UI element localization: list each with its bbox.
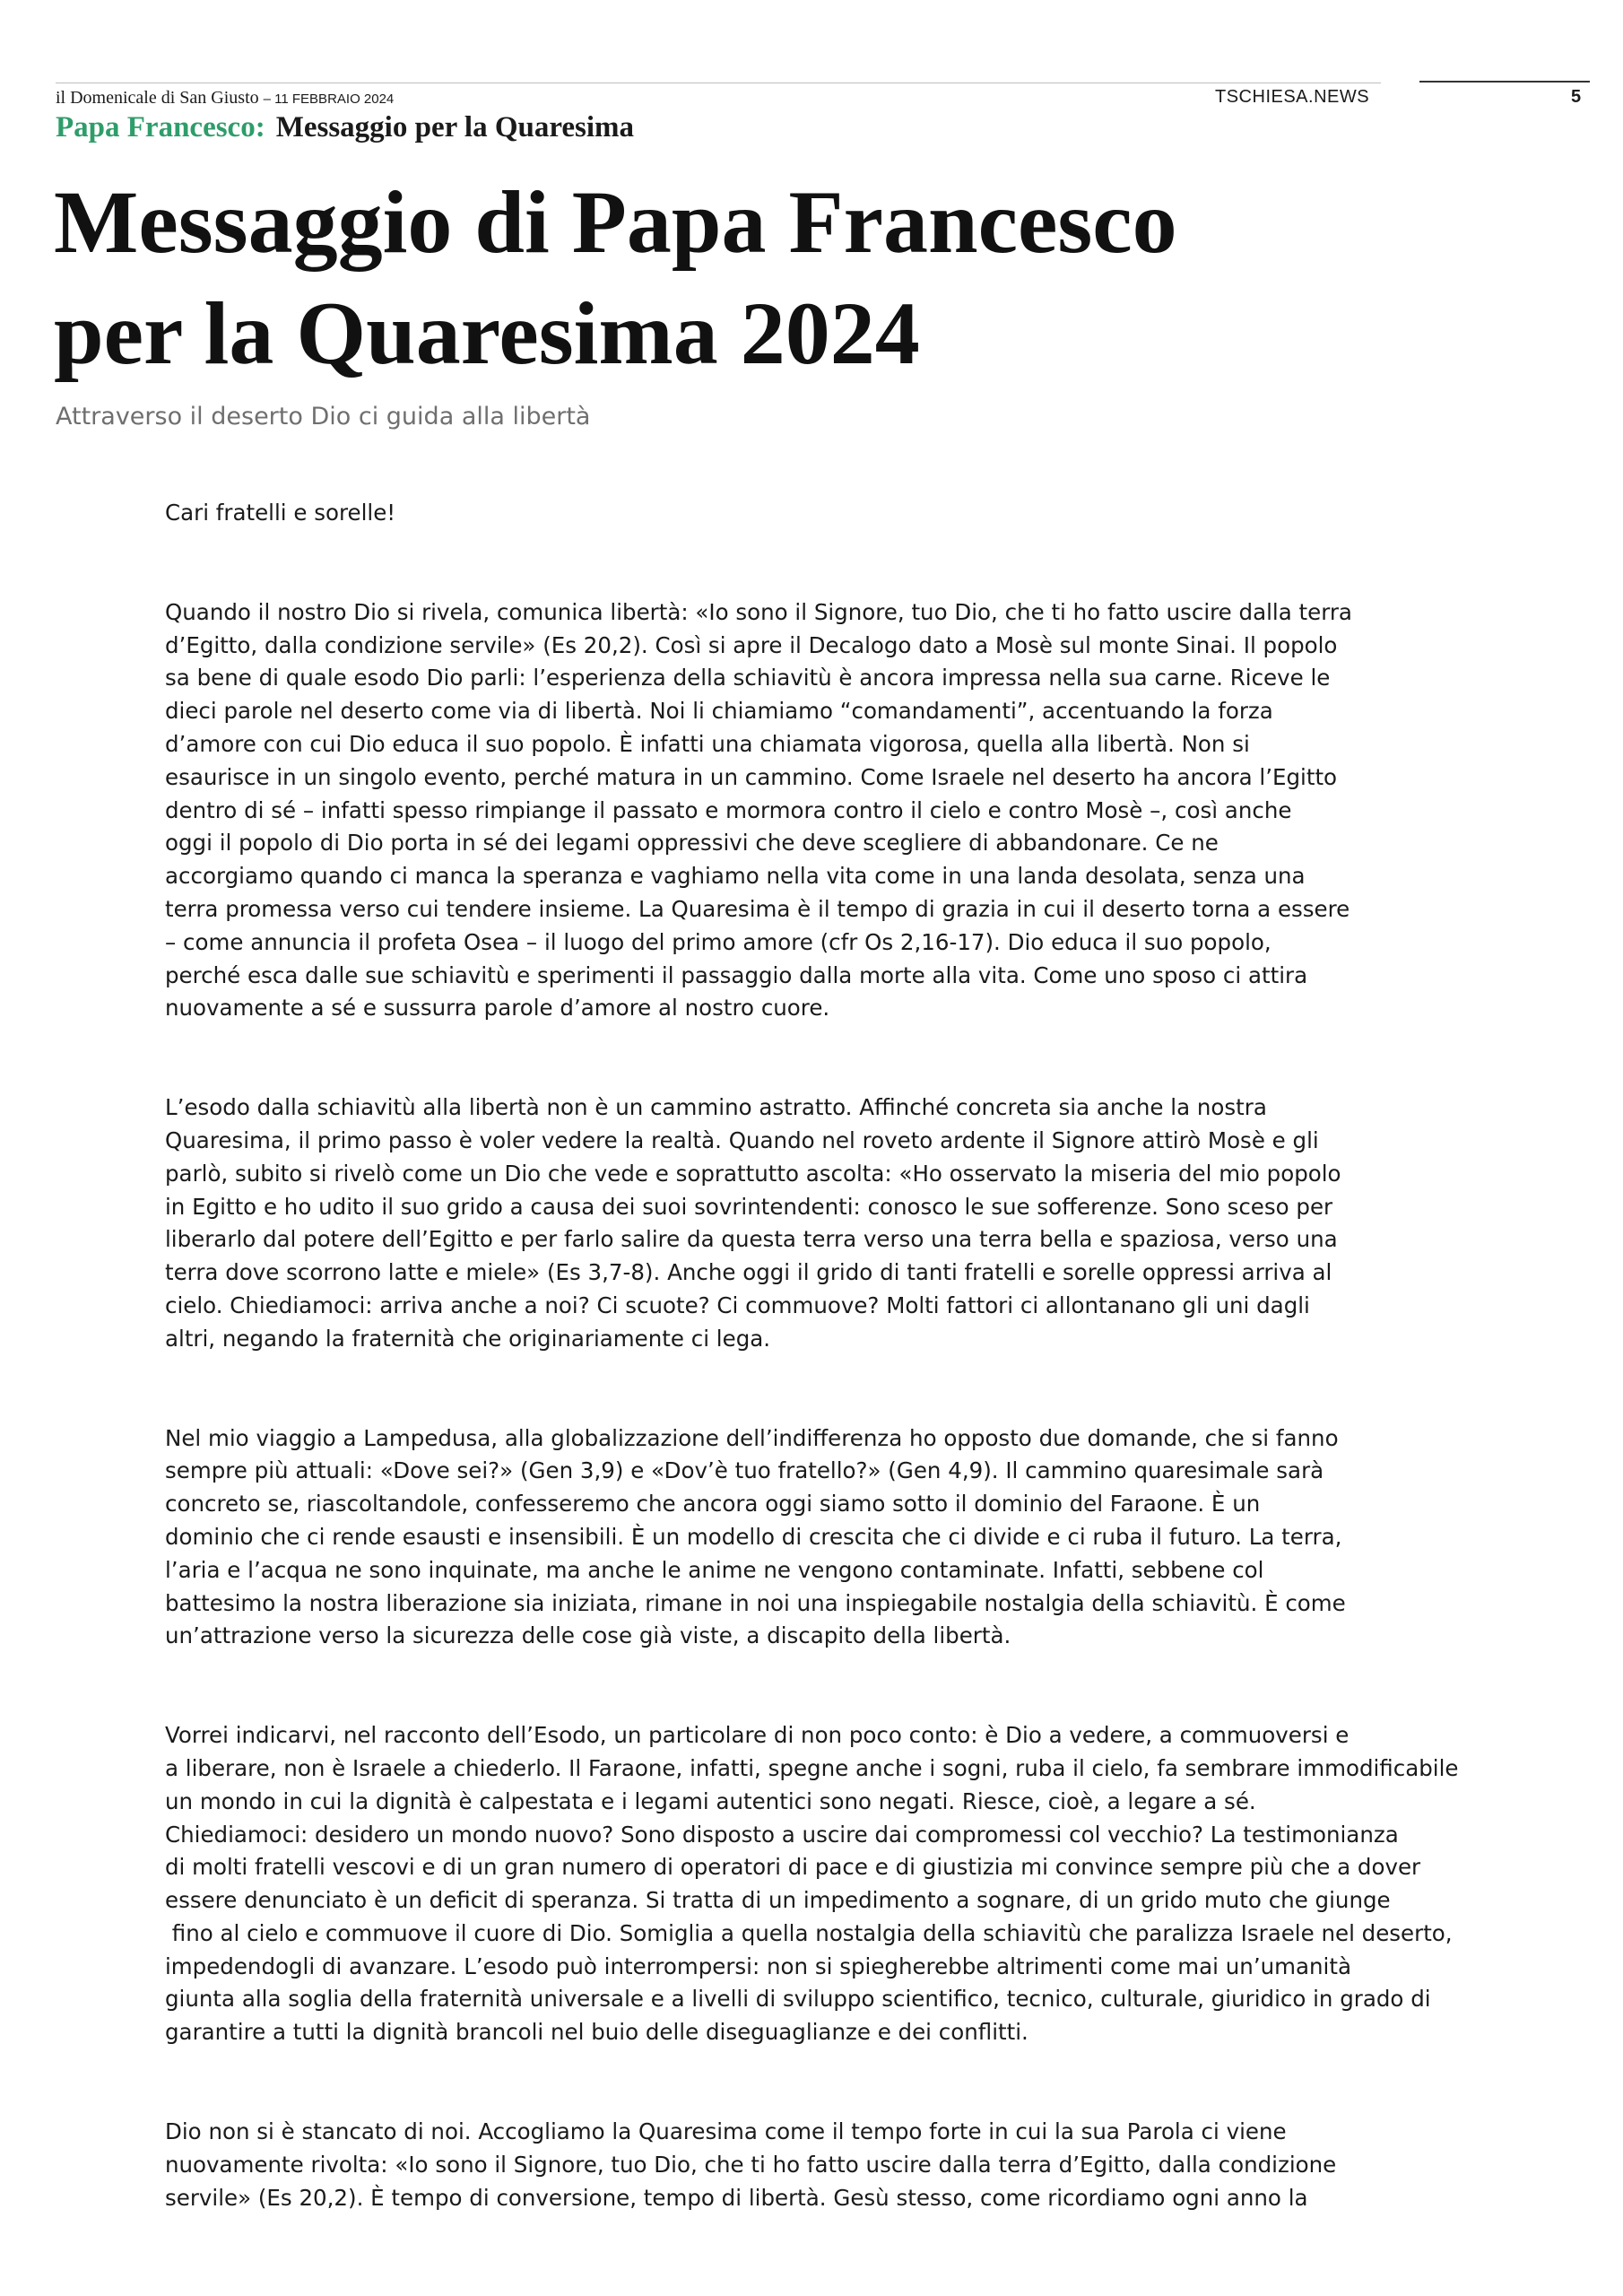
paragraph-line: cielo. Chiediamoci: arriva anche a noi? Ci scuote? Ci commuove? Molti fattori ci allontanano gli uni dagli [165,1292,1310,1318]
paragraph-line: accorgiamo quando ci manca la speranza e vaghiamo nella vita come in una landa desolata, senza una [165,863,1306,890]
paragraph-line: nuovamente a sé e sussurra parole d’amore al nostro cuore. [165,995,830,1022]
masthead [56,88,394,109]
paragraph-line: nuovamente rivolta: «Io sono il Signore, tuo Dio, che ti ho fatto uscire dalla terra d’Egitto, dalla condizione [165,2151,1337,2178]
greeting [165,497,1474,530]
paragraph-line: dieci parole nel deserto come via di libertà. Noi li chiamiamo “comandamenti”, accentuando la forza [165,698,1273,725]
publication-name: il Domenicale di San Giusto [56,88,259,108]
paragraph-line: un’attrazione verso la sicurezza delle cose già viste, a discapito della libertà. [165,1622,1011,1649]
header-rule-accent [1419,81,1590,83]
paragraph-line: oggi il popolo di Dio porta in sé dei legami oppressivi che deve scegliere di abbandonare. Ce ne [165,830,1219,857]
paragraph-line: impedendogli di avanzare. L’esodo può interrompersi: non si spiegherebbe altrimenti come mai un’umanità [165,1952,1351,1979]
paragraph-line: in Egitto e ho udito il suo grido a causa dei suoi sovrintendenti: conosco le sue sofferenze. Sono sceso per [165,1193,1333,1220]
paragraph [165,1091,1474,1355]
section-heading [56,111,634,144]
article-title-line: Messaggio di Papa Francesco [54,172,1177,272]
paragraph-line: fino al cielo e commuove il cuore di Dio. Somiglia a quella nostalgia della schiavitù che paralizza Israele nel deserto, [165,1919,1453,1946]
paragraph-line: servile» (Es 20,2). È tempo di conversione, tempo di libertà. Gesù stesso, come ricordiamo ogni anno la [165,2184,1308,2211]
paragraph-line: a liberare, non è Israele a chiederlo. Il Faraone, infatti, spegne anche i sogni, ruba il cielo, fa sembrare immodificabile [165,1754,1459,1781]
paragraph-line: essere denunciato è un deficit di speranza. Si tratta di un impedimento a sognare, di un grido muto che giunge [165,1887,1391,1914]
paragraph [165,1422,1474,1654]
paragraph-line: liberarlo dal potere dell’Egitto e per farlo salire da questa terra verso una terra bella e spaziosa, verso una [165,1226,1338,1253]
page-number: 5 [1571,87,1582,107]
paragraph-line: di molti fratelli vescovi e di un gran numero di operatori di pace e di giustizia mi convince sempre più che a dover [165,1854,1421,1881]
paragraph-line: battesimo la nostra liberazione sia iniziata, rimane in noi una inspiegabile nostalgia della schiavitù. È come [165,1589,1346,1616]
paragraph-line: un mondo in cui la dignità è calpestata e i legami autentici sono negati. Riesce, cioè, a legare a sé. [165,1787,1256,1814]
paragraph-line: concreto se, riascoltandole, confesseremo che ancora oggi siamo sotto il dominio del Faraone. È un [165,1491,1261,1518]
paragraph-line: giunta alla soglia della fraternità universale e a livelli di sviluppo scientifico, tecnico, culturale, giuridico in grado di [165,1986,1431,2013]
paragraph-line: Chiediamoci: desidero un mondo nuovo? Sono disposto a uscire dai compromessi col vecchio? La testimonianza [165,1821,1399,1848]
article-title-line: per la Quaresima 2024 [54,283,920,383]
paragraph-line: sa bene di quale esodo Dio parli: l’esperienza della schiavitù è ancora impressa nella sua carne. Riceve le [165,665,1331,691]
article-title [54,167,1399,389]
paragraph-line: L’esodo dalla schiavitù alla libertà non è un cammino astratto. Affinché concreta sia anche la nostra [165,1094,1267,1121]
paragraph-line: l’aria e l’acqua ne sono inquinate, ma anche le anime ne vengono contaminate. Infatti, sebbene col [165,1556,1264,1583]
paragraph-line: – come annuncia il profeta Osea – il luogo del primo amore (cfr Os 2,16-17). Dio educa il suo popolo, [165,928,1271,955]
article-subtitle: Attraverso il deserto Dio ci guida alla libertà [56,403,591,430]
paragraph-line: dentro di sé – infatti spesso rimpiange il passato e mormora contro il cielo e contro Mosè –, così anche [165,796,1292,823]
paragraph [165,596,1474,1025]
paragraph-line: Quando il nostro Dio si rivela, comunica libertà: «Io sono il Signore, tuo Dio, che ti ho fatto uscire dalla terra [165,598,1352,625]
paragraph [165,1719,1474,2049]
section-topic: Messaggio per la Quaresima [275,111,635,144]
paragraph-line: Dio non si è stancato di noi. Accogliamo la Quaresima come il tempo forte in cui la sua Parola ci viene [165,2118,1287,2145]
paragraph [165,2116,1474,2214]
paragraph-line: altri, negando la fraternità che originariamente ci lega. [165,1325,771,1352]
paragraph-line: d’amore con cui Dio educa il suo popolo. È infatti una chiamata vigorosa, quella alla libertà. Non si [165,730,1250,757]
paragraph-line: Nel mio viaggio a Lampedusa, alla globalizzazione dell’indifferenza ho opposto due domande, che si fanno [165,1424,1339,1451]
paragraph-line: Vorrei indicarvi, nel racconto dell’Esodo, un particolare di non poco conto: è Dio a vedere, a commuoversi e [165,1722,1350,1749]
paragraph-line: parlò, subito si rivelò come un Dio che vede e soprattutto ascolta: «Ho osservato la miseria del mio popolo [165,1160,1341,1187]
paragraph-line: d’Egitto, dalla condizione servile» (Es 20,2). Così si apre il Decalogo dato a Mosè sul monte Sinai. Il popolo [165,631,1338,658]
issue-date: – 11 FEBBRAIO 2024 [263,91,395,107]
article-body [165,497,1474,2281]
site-name: TSCHIESA.NEWS [1215,87,1370,107]
paragraph-line: esaurisce in un singolo evento, perché matura in un cammino. Come Israele nel deserto ha ancora l’Egitto [165,763,1338,790]
paragraph-line: Quaresima, il primo passo è voler vedere la realtà. Quando nel roveto ardente il Signore attirò Mosè e gli [165,1126,1319,1153]
paragraph-line: terra promessa verso cui tendere insieme. La Quaresima è il tempo di grazia in cui il deserto torna a essere [165,895,1350,922]
paragraph-line: terra dove scorrono latte e miele» (Es 3,7-8). Anche oggi il grido di tanti fratelli e sorelle oppressi arriva al [165,1259,1332,1286]
greeting-text: Cari fratelli e sorelle! [165,500,396,526]
section-label: Papa Francesco: [56,111,265,144]
paragraph-line: garantire a tutti la dignità brancoli nel buio delle diseguaglianze e dei conflitti. [165,2019,1028,2046]
paragraph-list [165,596,1474,2215]
paragraph-line: dominio che ci rende esausti e insensibili. È un modello di crescita che ci divide e ci ruba il futuro. La terra, [165,1523,1342,1550]
paragraph-line: sempre più attuali: «Dove sei?» (Gen 3,9) e «Dov’è tuo fratello?» (Gen 4,9). Il cammino quaresimale sarà [165,1457,1324,1484]
paragraph-line: perché esca dalle sue schiavitù e sperimenti il passaggio dalla morte alla vita. Come uno sposo ci attira [165,961,1308,988]
